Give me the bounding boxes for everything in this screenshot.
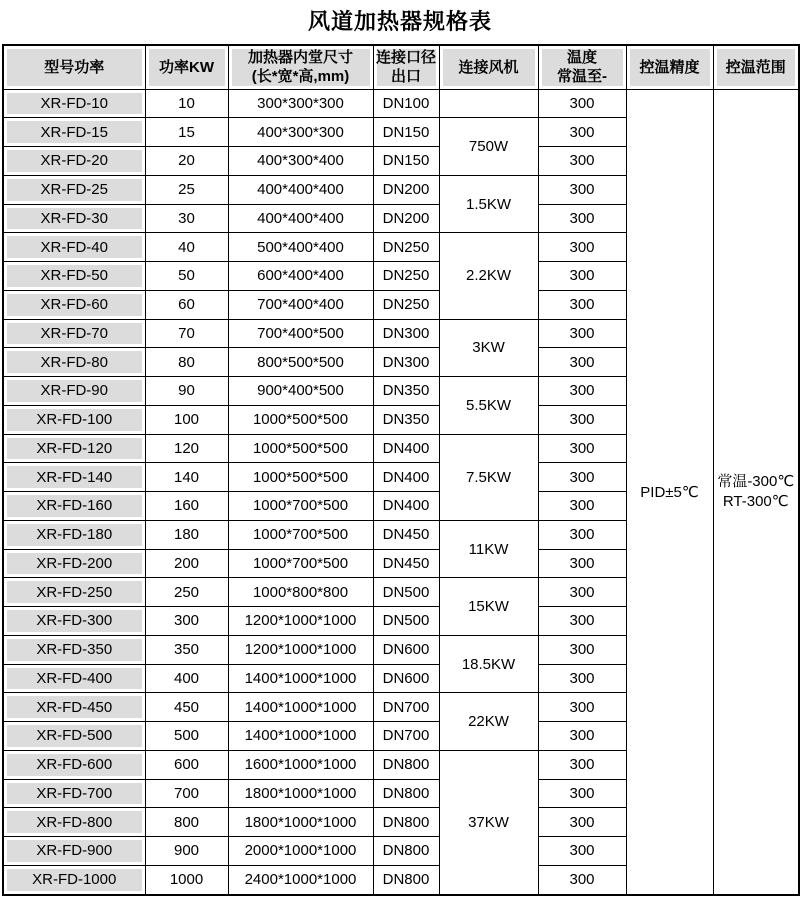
model-cell: XR-FD-250 (3, 578, 145, 607)
temp-cell: 300 (538, 377, 626, 406)
temp-cell: 300 (538, 693, 626, 722)
model-cell: XR-FD-400 (3, 664, 145, 693)
size-cell: 1000*700*500 (228, 520, 373, 549)
model-cell: XR-FD-40 (3, 233, 145, 262)
temp-cell: 300 (538, 837, 626, 866)
fan-cell: 3KW (439, 319, 538, 377)
power-cell: 30 (145, 204, 228, 233)
power-cell: 600 (145, 750, 228, 779)
power-cell: 50 (145, 262, 228, 291)
outlet-cell: DN400 (373, 463, 439, 492)
model-cell: XR-FD-10 (3, 89, 145, 118)
power-cell: 60 (145, 290, 228, 319)
outlet-cell: DN250 (373, 262, 439, 291)
temp-cell: 300 (538, 635, 626, 664)
temp-cell: 300 (538, 204, 626, 233)
power-cell: 160 (145, 492, 228, 521)
model-cell: XR-FD-70 (3, 319, 145, 348)
size-cell: 400*400*400 (228, 204, 373, 233)
outlet-cell: DN350 (373, 377, 439, 406)
outlet-cell: DN800 (373, 808, 439, 837)
outlet-cell: DN300 (373, 348, 439, 377)
model-cell: XR-FD-800 (3, 808, 145, 837)
size-cell: 1400*1000*1000 (228, 664, 373, 693)
col-header-range: 控温范围 (713, 45, 799, 89)
col-header-temp: 温度 常温至- (538, 45, 626, 89)
col-header-precision: 控温精度 (626, 45, 713, 89)
precision-cell: PID±5℃ (626, 89, 713, 895)
size-cell: 1200*1000*1000 (228, 635, 373, 664)
col-header-model: 型号功率 (3, 45, 145, 89)
temp-cell: 300 (538, 520, 626, 549)
col-header-power: 功率KW (145, 45, 228, 89)
power-cell: 250 (145, 578, 228, 607)
fan-cell: 22KW (439, 693, 538, 751)
outlet-cell: DN400 (373, 492, 439, 521)
outlet-cell: DN200 (373, 175, 439, 204)
outlet-cell: DN800 (373, 865, 439, 895)
size-cell: 400*400*400 (228, 175, 373, 204)
size-cell: 700*400*400 (228, 290, 373, 319)
size-cell: 1400*1000*1000 (228, 693, 373, 722)
power-cell: 1000 (145, 865, 228, 895)
model-cell: XR-FD-20 (3, 147, 145, 176)
size-cell: 800*500*500 (228, 348, 373, 377)
fan-cell: 750W (439, 118, 538, 176)
temp-cell: 300 (538, 147, 626, 176)
table-row (3, 89, 799, 118)
size-cell: 1600*1000*1000 (228, 750, 373, 779)
temp-cell: 300 (538, 89, 626, 118)
model-cell: XR-FD-200 (3, 549, 145, 578)
temp-cell: 300 (538, 722, 626, 751)
outlet-cell: DN800 (373, 837, 439, 866)
power-cell: 500 (145, 722, 228, 751)
table-header (3, 45, 799, 89)
temp-cell: 300 (538, 779, 626, 808)
power-cell: 200 (145, 549, 228, 578)
fan-cell: 5.5KW (439, 377, 538, 435)
table-body (3, 89, 799, 895)
model-cell: XR-FD-90 (3, 377, 145, 406)
temp-cell: 300 (538, 808, 626, 837)
outlet-cell: DN700 (373, 693, 439, 722)
size-cell: 1000*800*800 (228, 578, 373, 607)
size-cell: 600*400*400 (228, 262, 373, 291)
model-cell: XR-FD-120 (3, 434, 145, 463)
temp-cell: 300 (538, 434, 626, 463)
model-cell: XR-FD-15 (3, 118, 145, 147)
power-cell: 300 (145, 607, 228, 636)
size-cell: 400*300*300 (228, 118, 373, 147)
temp-cell: 300 (538, 118, 626, 147)
outlet-cell: DN500 (373, 578, 439, 607)
size-cell: 1800*1000*1000 (228, 808, 373, 837)
size-cell: 1400*1000*1000 (228, 722, 373, 751)
temp-cell: 300 (538, 607, 626, 636)
header-row (3, 45, 799, 89)
model-cell: XR-FD-500 (3, 722, 145, 751)
model-cell: XR-FD-100 (3, 405, 145, 434)
power-cell: 70 (145, 319, 228, 348)
temp-cell: 300 (538, 348, 626, 377)
power-cell: 25 (145, 175, 228, 204)
outlet-cell: DN250 (373, 233, 439, 262)
range-cell: 常温-300℃ RT-300℃ (713, 89, 799, 895)
fan-cell: 15KW (439, 578, 538, 636)
fan-cell: 37KW (439, 750, 538, 895)
power-cell: 400 (145, 664, 228, 693)
power-cell: 700 (145, 779, 228, 808)
page-title: 风道加热器规格表 (307, 9, 492, 34)
model-cell: XR-FD-600 (3, 750, 145, 779)
fan-cell (439, 89, 538, 118)
size-cell: 1000*700*500 (228, 492, 373, 521)
temp-cell: 300 (538, 319, 626, 348)
outlet-cell: DN350 (373, 405, 439, 434)
power-cell: 10 (145, 89, 228, 118)
fan-cell: 18.5KW (439, 635, 538, 693)
outlet-cell: DN300 (373, 319, 439, 348)
temp-cell: 300 (538, 262, 626, 291)
model-cell: XR-FD-700 (3, 779, 145, 808)
spec-table (2, 44, 800, 896)
model-cell: XR-FD-180 (3, 520, 145, 549)
temp-cell: 300 (538, 233, 626, 262)
model-cell: XR-FD-450 (3, 693, 145, 722)
power-cell: 120 (145, 434, 228, 463)
size-cell: 300*300*300 (228, 89, 373, 118)
outlet-cell: DN500 (373, 607, 439, 636)
model-cell: XR-FD-160 (3, 492, 145, 521)
size-cell: 700*400*500 (228, 319, 373, 348)
col-header-fan: 连接风机 (439, 45, 538, 89)
power-cell: 40 (145, 233, 228, 262)
model-cell: XR-FD-350 (3, 635, 145, 664)
temp-cell: 300 (538, 578, 626, 607)
power-cell: 100 (145, 405, 228, 434)
temp-cell: 300 (538, 175, 626, 204)
outlet-cell: DN600 (373, 664, 439, 693)
power-cell: 140 (145, 463, 228, 492)
outlet-cell: DN400 (373, 434, 439, 463)
fan-cell: 7.5KW (439, 434, 538, 520)
model-cell: XR-FD-1000 (3, 865, 145, 895)
temp-cell: 300 (538, 664, 626, 693)
temp-cell: 300 (538, 290, 626, 319)
size-cell: 400*300*400 (228, 147, 373, 176)
outlet-cell: DN150 (373, 118, 439, 147)
model-cell: XR-FD-80 (3, 348, 145, 377)
outlet-cell: DN800 (373, 779, 439, 808)
fan-cell: 2.2KW (439, 233, 538, 319)
model-cell: XR-FD-60 (3, 290, 145, 319)
power-cell: 350 (145, 635, 228, 664)
fan-cell: 11KW (439, 520, 538, 578)
size-cell: 1200*1000*1000 (228, 607, 373, 636)
temp-cell: 300 (538, 549, 626, 578)
temp-cell: 300 (538, 463, 626, 492)
outlet-cell: DN250 (373, 290, 439, 319)
size-cell: 2000*1000*1000 (228, 837, 373, 866)
model-cell: XR-FD-900 (3, 837, 145, 866)
outlet-cell: DN700 (373, 722, 439, 751)
fan-cell: 1.5KW (439, 175, 538, 233)
model-cell: XR-FD-50 (3, 262, 145, 291)
outlet-cell: DN800 (373, 750, 439, 779)
col-header-size: 加热器内堂尺寸 (长*宽*高,mm) (228, 45, 373, 89)
temp-cell: 300 (538, 405, 626, 434)
power-cell: 80 (145, 348, 228, 377)
size-cell: 1000*500*500 (228, 405, 373, 434)
temp-cell: 300 (538, 750, 626, 779)
size-cell: 900*400*500 (228, 377, 373, 406)
temp-cell: 300 (538, 865, 626, 895)
col-header-outlet: 连接口径 出口 (373, 45, 439, 89)
outlet-cell: DN450 (373, 549, 439, 578)
size-cell: 1000*500*500 (228, 434, 373, 463)
power-cell: 90 (145, 377, 228, 406)
power-cell: 15 (145, 118, 228, 147)
model-cell: XR-FD-300 (3, 607, 145, 636)
power-cell: 20 (145, 147, 228, 176)
size-cell: 1000*500*500 (228, 463, 373, 492)
outlet-cell: DN150 (373, 147, 439, 176)
outlet-cell: DN600 (373, 635, 439, 664)
outlet-cell: DN200 (373, 204, 439, 233)
temp-cell: 300 (538, 492, 626, 521)
power-cell: 800 (145, 808, 228, 837)
model-cell: XR-FD-30 (3, 204, 145, 233)
power-cell: 450 (145, 693, 228, 722)
power-cell: 900 (145, 837, 228, 866)
power-cell: 180 (145, 520, 228, 549)
outlet-cell: DN100 (373, 89, 439, 118)
model-cell: XR-FD-25 (3, 175, 145, 204)
model-cell: XR-FD-140 (3, 463, 145, 492)
size-cell: 500*400*400 (228, 233, 373, 262)
outlet-cell: DN450 (373, 520, 439, 549)
size-cell: 1000*700*500 (228, 549, 373, 578)
size-cell: 1800*1000*1000 (228, 779, 373, 808)
size-cell: 2400*1000*1000 (228, 865, 373, 895)
